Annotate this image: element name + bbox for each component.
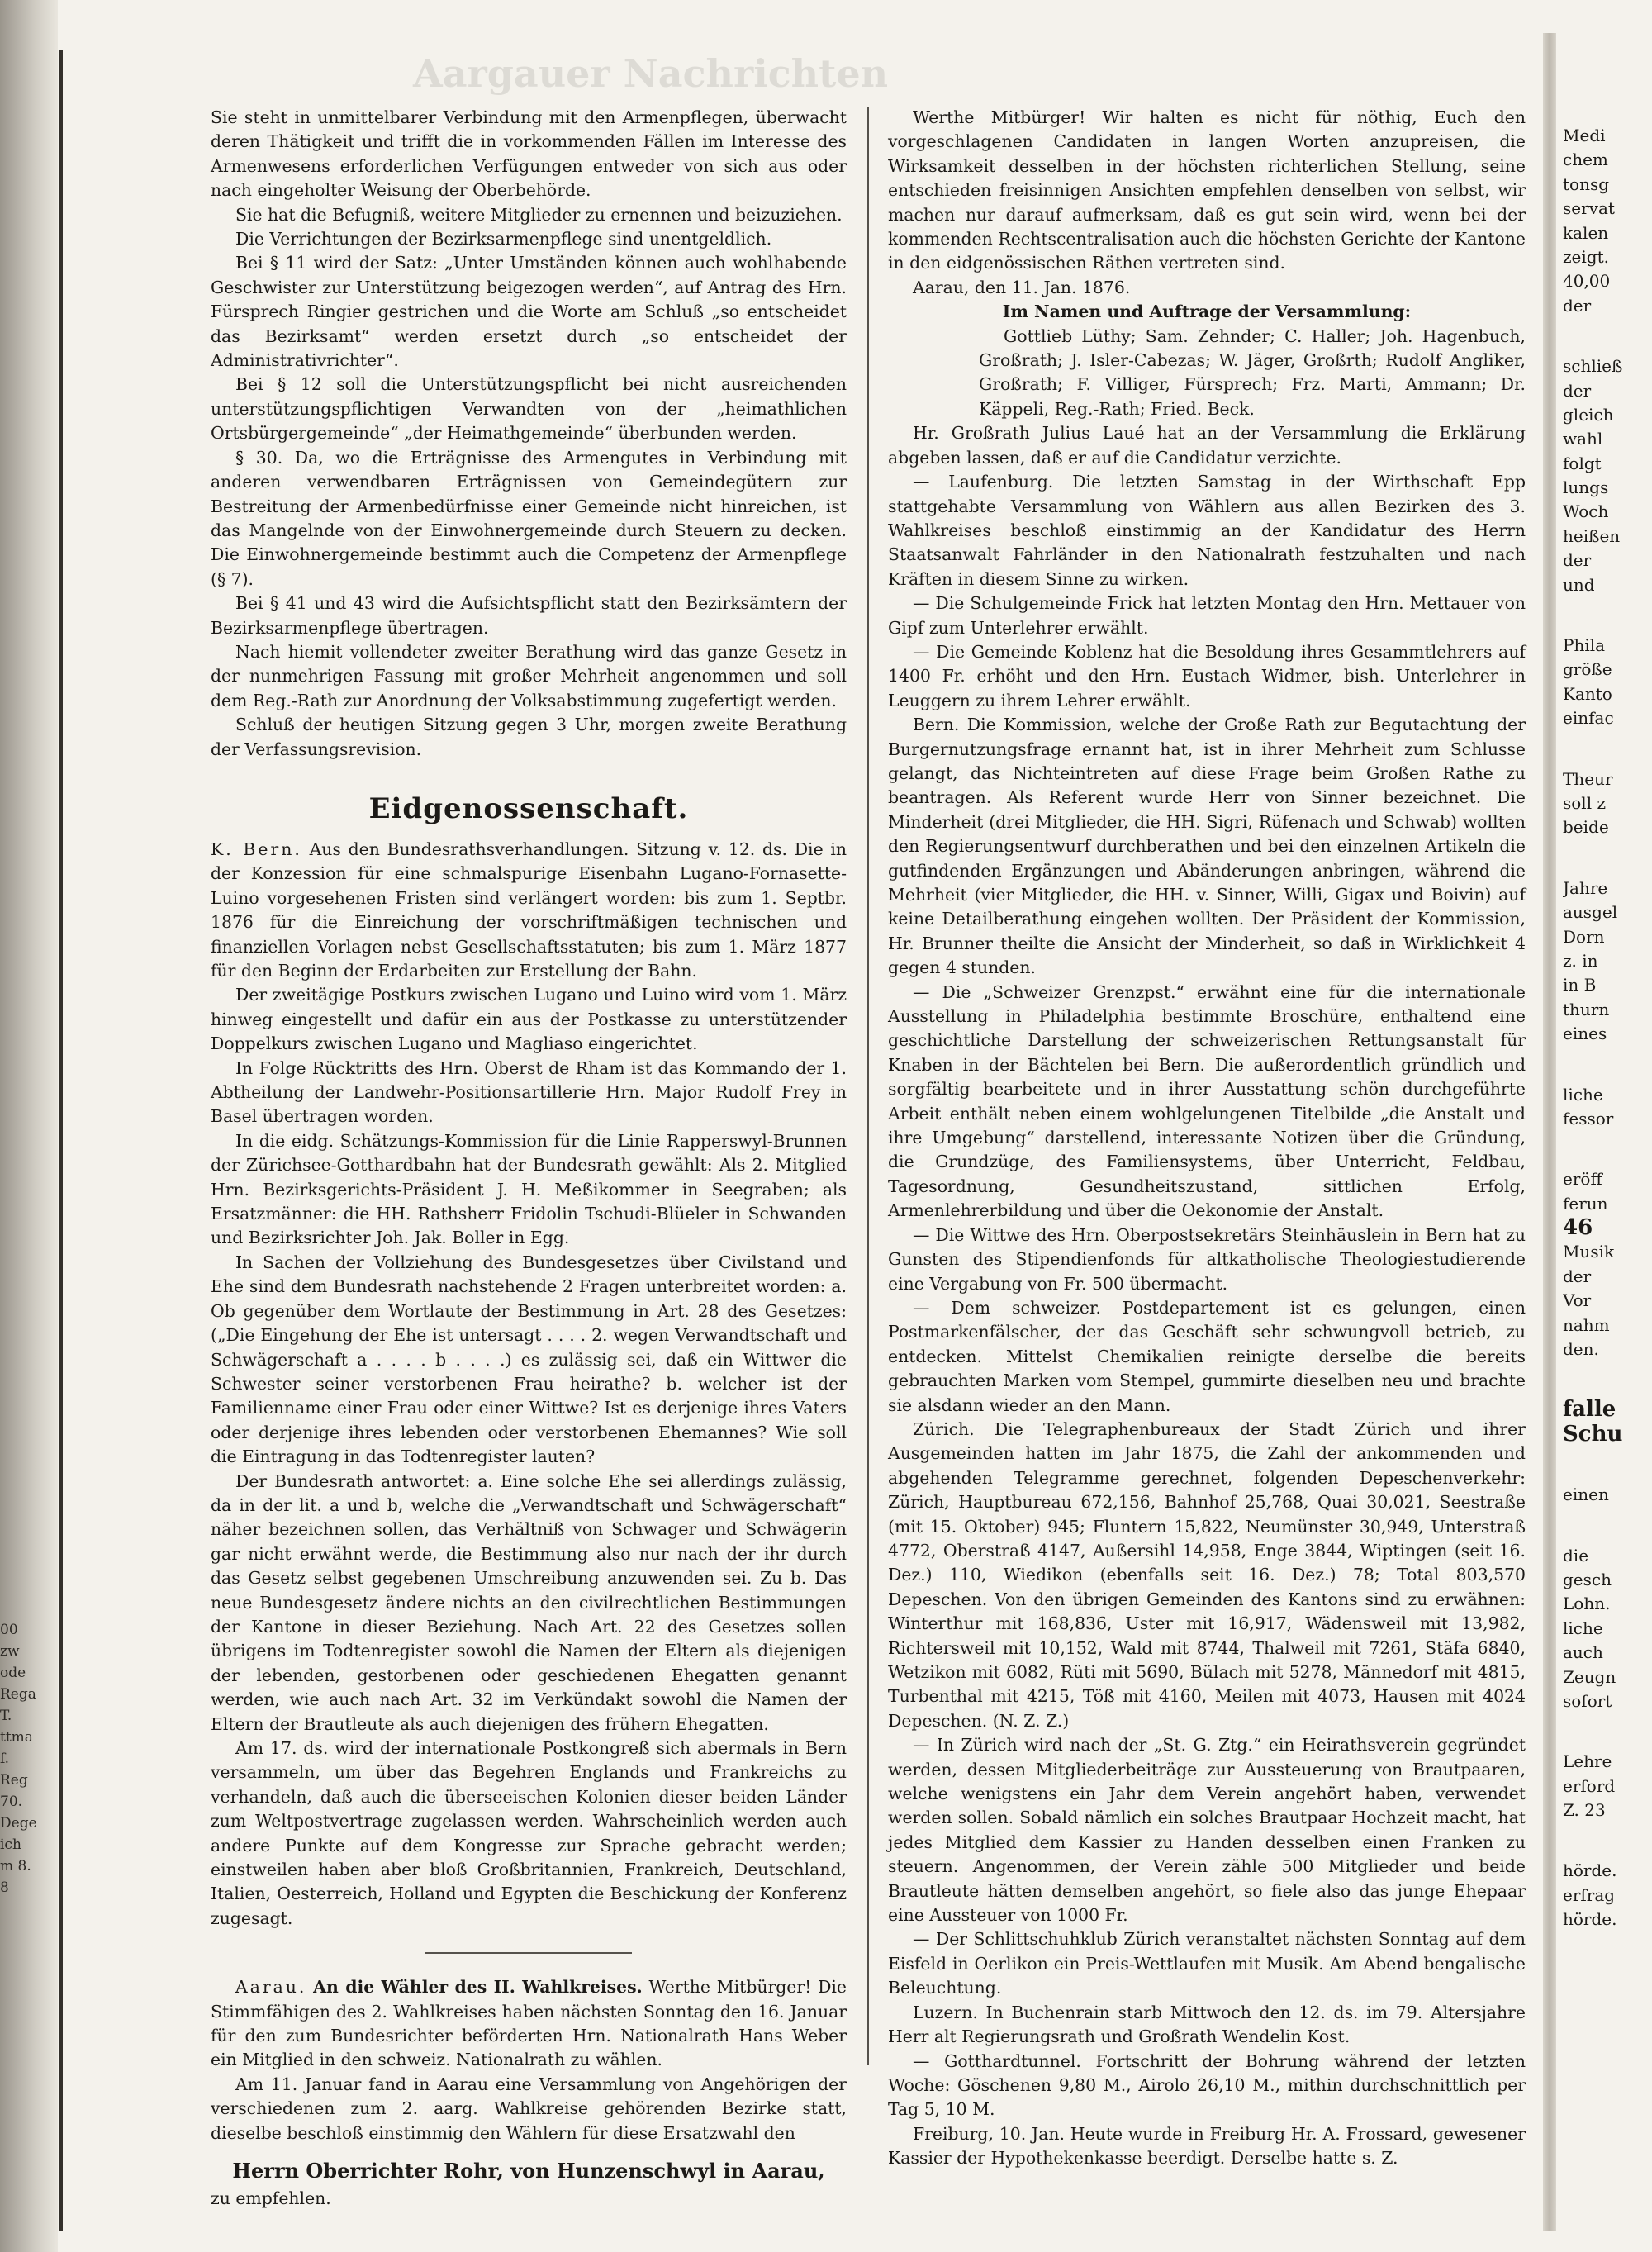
- right-fragment-gap: [1563, 731, 1652, 767]
- news-items: [888, 421, 1526, 2170]
- left-page-fragment: [0, 1619, 50, 1898]
- bern-more-paragraphs: [211, 983, 847, 1931]
- intro-paragraph: Bei § 41 und 43 wird die Aufsichtspflicht statt den Bezirksämtern der Bezirksarmenpflege übertragen.: [211, 593, 847, 638]
- right-fragment-line: falle: [1563, 1397, 1616, 1423]
- right-fragment-line: erford: [1563, 1775, 1616, 1796]
- right-fragment-line: einfac: [1563, 708, 1614, 729]
- right-fragment-gap: [1563, 597, 1652, 634]
- right-fragment-line: thurn: [1563, 999, 1610, 1019]
- left-fragment-line: f.: [0, 1751, 10, 1767]
- right-fragment-line: sofort: [1563, 1690, 1612, 1711]
- news-item: — Die Schulgemeinde Frick hat letzten Montag den Hrn. Mettauer von Gipf zum Unterlehrer erwählt.: [888, 593, 1526, 638]
- right-fragment-line: Woch: [1563, 501, 1609, 522]
- right-fragment-line: Kanto: [1563, 683, 1612, 704]
- bern-paragraph: Aus den Bundesrathsverhandlungen. Sitzung v. 12. ds. Die in der Konzession für eine schmalspurige Eisenbahn Lugano-Fornasette-Luino vorgesehenen Fristen sind verlängert worden: bis zum 1. Septbr. 1876 für die Einreichung der vorschriftmäßigen technischen und finanziellen Vorlagen nebst Gesellschaftsstatuten; bis zum 1. März 1877 für den Beginn der Erdarbeiten zur Erstellung der Bahn.: [211, 839, 847, 981]
- bern-paragraph: Der zweitägige Postkurs zwischen Lugano und Luino wird vom 1. März hinweg eingestellt und dafür ein aus der Postkasse zu unterstützender Doppelkurs zwischen Lugano und Magliaso eingerichtet.: [211, 985, 847, 1054]
- right-fragment-line: Dorn: [1563, 926, 1605, 947]
- right-fragment-line: zeigt.: [1563, 246, 1609, 267]
- section-title: Eidgenossenschaft.: [368, 791, 689, 825]
- armenwesen-intro: [211, 106, 847, 762]
- right-fragment-line: 40,00: [1563, 271, 1611, 292]
- right-fragment-line: eines: [1563, 1024, 1607, 1044]
- right-fragment-line: den.: [1563, 1339, 1599, 1360]
- right-fragment-line: Phila: [1563, 635, 1606, 656]
- right-fragment-gap: [1563, 318, 1652, 354]
- news-item: — Dem schweizer. Postdepartement ist es gelungen, einen Postmarkenfälscher, der das Geschäft sehr schwungvoll betrieb, zu entdecken. Mittelst Chemikalien reinigte derselbe die bereits gebrauchten Marken vom Stempel, gummirte dieselben neu und brachte sie alsdann wieder an den Mann.: [888, 1297, 1526, 1415]
- right-fragment-line: Lehre: [1563, 1751, 1612, 1772]
- left-column: [211, 106, 847, 2211]
- column-divider: [867, 107, 869, 2065]
- right-fragment-gap: [1563, 1822, 1652, 1859]
- left-fragment-line: T.: [0, 1708, 12, 1724]
- right-fragment-line: Lohn.: [1563, 1594, 1611, 1614]
- binding-line: [59, 50, 63, 2231]
- right-fragment-line: der: [1563, 295, 1592, 316]
- bern-paragraph: In Sachen der Vollziehung des Bundesgesetzes über Civilstand und Ehe sind dem Bundesrath nachstehende 2 Fragen unterbreitet worden: a. Ob gegenüber dem Wortlaute der Bestimmung in Art. 28 des Gesetzes: („Die Eingehung der Ehe ist untersagt . . . . 2. wegen Verwandtschaft und Schwägerschaft a . . . . b . . . .) es zulässig sei, daß ein Wittwer die Schwester seiner verstorbenen Frau heirathe? b. welcher ist der Familienname einer Frau oder einer Wittwe? Ist es derjenige ihres Vaters oder derjenige ihres lebenden oder verstorbenen Ehemannes? Wie soll die Eintragung in das Todtenregister lauten?: [211, 1252, 847, 1467]
- bern-paragraph: In die eidg. Schätzungs-Kommission für die Linie Rapperswyl-Brunnen der Zürichsee-Gotthardbahn hat der Bundesrath gewählt: Als 2. Mitglied Hrn. Bezirksgerichts-Präsident J. H. Meßikommer in Seegraben; als Ersatzmänner: die HH. Rathsherr Fridolin Tschudi-Blüeler in Schwanden und Bezirksrichter Joh. Jak. Boller in Egg.: [211, 1130, 847, 1248]
- aarau-headline: An die Wähler des II. Wahlkreises.: [313, 1977, 643, 1998]
- news-item: Hr. Großrath Julius Laué hat an der Versammlung die Erklärung abgeben lassen, daß er auf die Candidatur verzichte.: [888, 423, 1526, 468]
- right-fragment-line: folgt: [1563, 453, 1602, 473]
- left-fragment-line: 8: [0, 1879, 9, 1896]
- right-fragment-gap: [1563, 1508, 1652, 1544]
- news-item: — In Zürich wird nach der „St. G. Ztg.“ ein Heirathsverein gegründet werden, dessen Mitgliederbeiträge zur Aussteuerung von Brautpaaren, welche wenigstens ein Jahr dem Verein angehört haben, verwendet werden sollen. Sobald nämlich ein solches Brautpaar Hochzeit macht, hat jedes Mitglied dem Kassier zu Handen desselben einen Franken zu steuern. Angenommen, der Verein zähle 500 Mitglieder und beide Brautleute hätten demselben angehört, so fiele also das junge Ehepaar eine Aussteuer von 1000 Fr.: [888, 1735, 1526, 1926]
- intro-paragraph: Bei § 11 wird der Satz: „Unter Umständen können auch wohlhabende Geschwister zur Unterstützung beigezogen werden“, auf Antrag des Hrn. Fürsprech Ringier gestrichen und die Worte am Schluß „so entscheidet das Bezirksamt“ werden ersetzt durch „so entscheidet der Administrativrichter“.: [211, 253, 847, 371]
- intro-paragraph: Nach hiemit vollendeter zweiter Berathung wird das ganze Gesetz in der nunmehrigen Fassung mit großer Mehrheit angenommen und soll dem Reg.-Rath zur Anordnung der Volksabstimmung zugefertigt werden.: [211, 641, 847, 710]
- right-fragment-line: fessor: [1563, 1108, 1614, 1128]
- page-edge-left: [0, 0, 58, 2252]
- closing-line: zu empfehlen.: [211, 2188, 331, 2208]
- right-fragment-line: lungs: [1563, 477, 1609, 498]
- right-fragment-gap: [1563, 1713, 1652, 1750]
- right-column: [888, 106, 1526, 2171]
- news-item: — Der Schlittschuhklub Zürich veranstaltet nächsten Sonntag auf dem Eisfeld in Oerlikon ein Preis-Wettlaufen mit Musik. Am Abend bengalische Beleuchtung.: [888, 1929, 1526, 1998]
- left-fragment-line: ttma: [0, 1729, 33, 1746]
- right-fragment-line: die: [1563, 1545, 1589, 1565]
- bern-paragraph: Der Bundesrath antwortet: a. Eine solche Ehe sei allerdings zulässig, da in der lit. a und b, welche die „Verwandtschaft und Schwägerschaft“ näher bezeichnen sollen, das Verhältniß von Schwager und Schwägerin gar nicht erwähnt werde, die Bestimmung also nur nach der ihr durch das Gesetz selbst gegebenen Umschreibung anzuwenden sei. Zu b. Das neue Bundesgesetz ändere nichts an den civilrechtlichen Bestimmungen der Kantone in dieser Beziehung. Nach Art. 22 des Gesetzes sollen übrigens im Todtenregister sowohl die Namen der Eltern als diejenigen der lebenden, gestorbenen oder geschiedenen Ehegatten genannt werden, wie auch nach Art. 32 im Verkündakt sowohl die Namen der Eltern der Brautleute als auch diejenigen des frühern Ehegatten.: [211, 1470, 847, 1734]
- news-item: Bern. Die Kommission, welche der Große Rath zur Begutachtung der Burgernutzungsfrage ernannt hat, ist in ihrer Mehrheit zum Schlusse gelangt, das Nichteintreten auf diese Frage beim Großen Rathe zu beantragen. Als Referent wurde Herr von Sinner bezeichnet. Die Minderheit (drei Mitglieder, die HH. Sigri, Rüfenach und Schwab) wollten den Regierungsentwurf durchberathen und bei den einzelnen Artikeln die gutfindenden Ergänzungen und Abänderungen anbringen, während die Mehrheit (vier Mitglieder, die HH. v. Sinner, Willi, Gigax und Boivin) auf keine Detailberathung eingehen wollten. Der Präsident der Kommission, Hr. Brunner theilte die Ansicht der Minderheit, so daß in Wirklichkeit 4 gegen 4 stunden.: [888, 715, 1526, 978]
- right-fragment-line: gesch: [1563, 1569, 1612, 1589]
- date-line: Aarau, den 11. Jan. 1876.: [913, 277, 1131, 297]
- right-fragment-line: chem: [1563, 150, 1608, 170]
- right-fragment-line: 46: [1563, 1215, 1593, 1241]
- bern-dateline: K. Bern.: [211, 839, 302, 859]
- right-fragment-line: einen: [1563, 1485, 1609, 1505]
- signers-list: Gottlieb Lüthy; Sam. Zehnder; C. Haller; Joh. Hagenbuch, Großrath; J. Isler-Cabezas; W. Jäger, Großrth; Rudolf Angliker, Großrath; F. Villiger, Fürsprech; Frz. Marti, Ammann; Dr. Käppeli, Reg.-Rath; Fried. Beck.: [979, 325, 1526, 419]
- left-fragment-line: Rega: [0, 1686, 36, 1703]
- intro-paragraph: Sie hat die Befugniß, weitere Mitglieder zu ernennen und beizuziehen.: [235, 204, 843, 225]
- right-fragment-line: liche: [1563, 1618, 1603, 1638]
- right-fragment-line: der: [1563, 1266, 1592, 1286]
- left-fragment-line: zw: [0, 1643, 20, 1660]
- news-item: — Die Gemeinde Koblenz hat die Besoldung ihres Gesammtlehrers auf 1400 Fr. erhöht und den Hrn. Eustach Widmer, bish. Unterlehrer in Leuggern zu ihrem Lehrer erwählt.: [888, 641, 1526, 710]
- aarau-paragraph: Am 11. Januar fand in Aarau eine Versammlung von Angehörigen der verschiedenen zum 2. aarg. Wahlkreise gehörenden Bezirke statt, dieselbe beschloß einstimmig den Wählern für diese Ersatzwahl den: [211, 2074, 847, 2143]
- intro-paragraph: Die Verrichtungen der Bezirksarmenpflege sind unentgeldlich.: [235, 229, 772, 249]
- right-fragment-line: liche: [1563, 1084, 1603, 1105]
- right-fragment-line: gleich: [1563, 404, 1614, 425]
- news-item: — Laufenburg. Die letzten Samstag in der Wirthschaft Epp stattgehabte Versammlung von Wählern aus allen Bezirken des 3. Wahlkreises beschloß einstimmig an der Kandidatur des Herrn Staatsanwalt Fahrländer in den Nationalrath festzuhalten und nach Kräften in diesem Sinne zu wirken.: [888, 472, 1526, 589]
- right-fragment-line: z. in: [1563, 950, 1598, 971]
- right-fragment-gap: [1563, 1047, 1652, 1083]
- left-fragment-line: Reg: [0, 1772, 28, 1789]
- left-fragment-line: Dege: [0, 1815, 37, 1832]
- right-fragment-gap: [1563, 1361, 1652, 1398]
- intro-paragraph: § 30. Da, wo die Erträgnisse des Armengutes in Verbindung mit anderen verwendbaren Erträgnissen von Gemeindegütern zur Bestreitung der Armenbedürfnisse einer Gemeinde nicht hinreichen, ist das Mangelnde von der Einwohnergemeinde durch Steuern zu decken. Die Einwohnergemeinde bestimmt auch die Competenz der Armenpflege (§ 7).: [211, 447, 847, 589]
- right-fragment-line: Musik: [1563, 1242, 1615, 1262]
- page-gutter: [1543, 33, 1556, 2231]
- bern-first-paragraph: [211, 838, 847, 983]
- right-fragment-line: der: [1563, 380, 1592, 401]
- right-fragment-gap: [1563, 1131, 1652, 1167]
- right-fragment-line: Zeugn: [1563, 1666, 1616, 1687]
- right-fragment-line: Z. 23: [1563, 1800, 1606, 1821]
- right-fragment-line: hörde.: [1563, 1909, 1617, 1930]
- right-page-fragment: [1563, 124, 1652, 1932]
- right-fragment-line: schließ: [1563, 356, 1623, 377]
- left-fragment-line: 00: [0, 1622, 18, 1638]
- right-fragment-line: beide: [1563, 817, 1609, 838]
- aarau-dateline: Aarau.: [235, 1977, 307, 1998]
- bern-paragraph: Am 17. ds. wird der internationale Postkongreß sich abermals in Bern versammeln, um über das Begehren Englands und Frankreichs zu verhandeln, daß auch die überseeischen Kolonien dieser beiden Länder zum Weltpostvertrage zugelassen werden. Wahrscheinlich werden auch andere Punkte auf dem Kongresse zur Sprache gebracht werden; einstweilen haben aber bloß Großbritannien, Frankreich, Deutschland, Italien, Oesterreich, Holland und Egypten die Beschickung der Konferenz zugesagt.: [211, 1738, 847, 1928]
- right-fragment-line: nahm: [1563, 1314, 1610, 1335]
- right-fragment-line: tonsg: [1563, 173, 1610, 194]
- appeal-continuation: Werthe Mitbürger! Wir halten es nicht für nöthig, Euch den vorgeschlagenen Candidaten in langen Worten anzupreisen, die Wirksamkeit desselben in der höchsten richterlichen Stellung, seine entschieden freisinnigen Ansichten empfehlen denselben von selbst, wir machen nur darauf aufmerksam, daß es gut sein wird, wenn bei der kommenden Rechtscentralisation auch die höchsten Gerichte der Kantone in den eidgenössischen Räthen vertreten sind.: [888, 107, 1526, 273]
- right-fragment-line: in B: [1563, 975, 1597, 995]
- aarau-paragraph: Werthe Mitbürger! Die Stimmfähigen des 2. Wahlkreises haben nächsten Sonntag den 16. Januar für den zum Bundesrichter beförderten Hrn. Nationalrath Hans Weber ein Mitglied in den schweiz. Nationalrath zu wählen.: [211, 1977, 847, 2070]
- right-fragment-line: eröff: [1563, 1169, 1602, 1190]
- right-fragment-line: und: [1563, 574, 1595, 595]
- left-fragment-line: 70.: [0, 1794, 23, 1810]
- right-fragment-gap: [1563, 840, 1652, 877]
- right-fragment-line: kalen: [1563, 222, 1609, 243]
- right-fragment-line: größe: [1563, 659, 1612, 680]
- right-fragment-line: Jahre: [1563, 877, 1608, 898]
- news-item: — Die „Schweizer Grenzpst.“ erwähnt eine für die internationale Ausstellung in Philadelphia bestimmte Broschüre, enthaltend eine geschichtliche Darstellung der schweizerischen Rettungsanstalt für Knaben in der Bächtelen bei Bern. Die außerordentlich gründlich und sorgfältig bearbeitete und in ihrer Ausstattung schön durchgeführte Arbeit enthält neben einem wohlgelungenen Titelbilde „die Anstalt und ihre Umgebung“ darstellend, interessante Notizen über die Gründung, die Grundzüge, des Familiensystems, über Unterricht, Feldbau, Tagesordnung, Gesundheitszustand, sittlichen Erfolg, Armenlehrerbildung und über die Oekonomie der Anstalt.: [888, 981, 1526, 1221]
- right-fragment-line: hörde.: [1563, 1860, 1617, 1881]
- divider-rule: [425, 1952, 632, 1954]
- right-fragment-line: auch: [1563, 1642, 1603, 1663]
- candidate-line: Herrn Oberrichter Rohr, von Hunzenschwyl in Aarau,: [232, 2159, 825, 2183]
- bern-paragraph: In Folge Rücktritts des Hrn. Oberst de Rham ist das Kommando der 1. Abtheilung der Landwehr-Positionsartillerie Hrn. Major Rudolf Frey in Basel übertragen worden.: [211, 1057, 847, 1127]
- left-fragment-line: m 8.: [0, 1858, 31, 1874]
- news-item: Zürich. Die Telegraphenbureaux der Stadt Zürich und ihrer Ausgemeinden hatten im Jahr 1875, die Zahl der ankommenden und abgehenden Telegramme gerechnet, folgenden Depeschenverkehr: Zürich, Hauptbureau 672,156, Bahnhof 25,768, Quai 30,021, Seestraße (mit 15. Oktober) 945; Fluntern 15,822, Neumünster 30,949, Unterstraß 4772, Oberstraß 4147, Außersihl 14,958, Enge 3844, Wiptingen (seit 16. Dez.) 110, Wiedikon (ebenfalls seit 16. Dez.) 78; Total 803,570 Depeschen. Von den übrigen Gemeinden des Kantons sind zu erwähnen: Winterthur mit 168,836, Uster mit 16,917, Wädensweil mit 13,982, Richtersweil mit 10,152, Wald mit 8744, Thalweil mit 7261, Stäfa 6840, Wetzikon mit 6082, Rüti mit 5690, Bülach mit 5278, Männedorf mit 4815, Turbenthal mit 4215, Töß mit 4160, Meilen mit 4073, Hausen mit 4024 Depeschen. (N. Z. Z.): [888, 1418, 1526, 1731]
- news-item: Luzern. In Buchenrain starb Mittwoch den 12. ds. im 79. Altersjahre Herr alt Regierungsrath und Großrath Wendelin Kost.: [888, 2002, 1526, 2047]
- left-fragment-line: ode: [0, 1665, 26, 1681]
- right-fragment-line: ferun: [1563, 1193, 1608, 1214]
- right-fragment-line: heißen: [1563, 525, 1621, 546]
- aarau-appeal: [211, 1975, 847, 2211]
- right-fragment-line: der: [1563, 550, 1592, 571]
- right-fragment-line: Schu: [1563, 1421, 1623, 1447]
- right-fragment-gap: [1563, 1447, 1652, 1483]
- bern-report: [211, 838, 847, 1931]
- right-fragment-line: Medi: [1563, 126, 1606, 145]
- left-fragment-line: ich: [0, 1836, 21, 1853]
- news-item: Freiburg, 10. Jan. Heute wurde in Freiburg Hr. A. Frossard, gewesener Kassier der Hypothekenkasse beerdigt. Derselbe hatte s. Z.: [888, 2123, 1526, 2169]
- intro-paragraph: Bei § 12 soll die Unterstützungspflicht bei nicht ausreichenden unterstützungspflichtigen Verwandten von der „heimathlichen Ortsbürgergemeinde“ „der Heimathgemeinde“ überbunden werden.: [211, 374, 847, 444]
- news-item: — Gotthardtunnel. Fortschritt der Bohrung während der letzten Woche: Göschenen 9,80 M., Airolo 26,10 M., mithin durchschnittlich per Tag 5, 10 M.: [888, 2050, 1526, 2120]
- right-fragment-line: servat: [1563, 198, 1615, 219]
- right-fragment-line: wahl: [1563, 429, 1603, 449]
- right-fragment-line: Theur: [1563, 768, 1613, 789]
- intro-paragraph: Sie steht in unmittelbarer Verbindung mit den Armenpflegen, überwacht deren Thätigkeit und trifft die in vorkommenden Fällen im Interesse des Armenwesens erforderlichen Verfügungen entweder von sich aus oder nach eingeholter Weisung der Oberbehörde.: [211, 107, 847, 201]
- right-fragment-line: soll z: [1563, 792, 1606, 813]
- news-item: — Die Wittwe des Hrn. Oberpostsekretärs Steinhäuslein in Bern hat zu Gunsten des Stipendienfonds für altkatholische Theologiestudierende eine Vergabung von Fr. 500 übermacht.: [888, 1224, 1526, 1294]
- right-fragment-line: ausgel: [1563, 902, 1618, 923]
- right-fragment-line: erfrag: [1563, 1884, 1616, 1905]
- intro-paragraph: Schluß der heutigen Sitzung gegen 3 Uhr, morgen zweite Berathung der Verfassungsrevision.: [211, 715, 847, 759]
- right-fragment-line: Vor: [1563, 1290, 1592, 1311]
- bleed-through-masthead: Aargauer Nachrichten: [413, 51, 889, 96]
- aarau-first-paragraph: [211, 1975, 847, 2073]
- on-behalf-line: Im Namen und Auftrage der Versammlung:: [1002, 302, 1412, 322]
